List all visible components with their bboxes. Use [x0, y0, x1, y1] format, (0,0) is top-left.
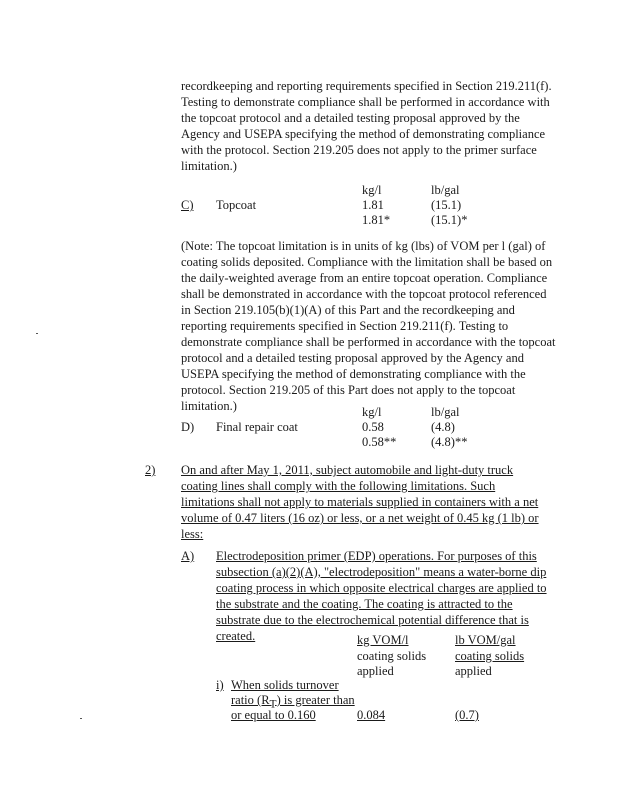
note-line: USEPA specifying the method of demonstrating compliance with the [181, 367, 526, 381]
intro-line: Testing to demonstrate compliance shall be performed in accordance with [181, 95, 550, 109]
note-line: protocol and a detailed testing proposal approved by the Agency and [181, 351, 524, 365]
section-line: coating lines shall comply with the following limitations. Such [181, 479, 496, 493]
row-kg: 0.084 [357, 708, 386, 722]
subsection-line: created. [216, 629, 256, 643]
section-number: 2) [145, 463, 156, 477]
value-lb-alt: (4.8)** [431, 435, 468, 449]
section-line: volume of 0.47 liters (16 oz) or less, or a net weight of 0.45 kg (1 lb) or [181, 511, 539, 525]
row-label: C) [181, 198, 194, 212]
row-text-subscript: T [269, 698, 277, 711]
value-kg-alt: 1.81* [362, 213, 391, 227]
value-lb: (4.8) [431, 420, 455, 434]
note-line: the daily-weighted average from an entire topcoat operation. Compliance [181, 271, 548, 285]
section-line: less: [181, 527, 204, 541]
row-label: i) [216, 678, 224, 692]
value-kg: 0.58 [362, 420, 384, 434]
subsection-line: Electrodeposition primer (EDP) operations. For purposes of this [216, 549, 537, 563]
section-line: limitations shall not apply to materials supplied in containers with a net [181, 495, 539, 509]
scan-speck [80, 718, 82, 719]
subsection-line: subsection (a)(2)(A), "electrodeposition" means a water-borne dip [216, 565, 547, 579]
col-lb-header: applied [455, 664, 492, 678]
value-lb-alt: (15.1)* [431, 213, 468, 227]
subsection-line: substrate due to the electrochemical potential difference that is [216, 613, 529, 627]
note-line: reporting requirements specified in Section 219.211(f). Testing to [181, 319, 509, 333]
col-kg-header: kg VOM/l [357, 633, 409, 647]
col-lb-header: coating solids [455, 649, 525, 663]
note-line: limitation.) [181, 399, 237, 413]
header-lb: lb/gal [431, 183, 460, 197]
value-kg: 1.81 [362, 198, 384, 212]
row-text-part: ratio (R [231, 693, 270, 707]
subsection-line: coating process in which opposite electrical charges are applied to [216, 581, 547, 595]
row-text-part: ) is greater than [276, 693, 355, 707]
col-kg-header: coating solids [357, 649, 427, 663]
row-label: D) [181, 420, 195, 434]
subsection-line: the substrate and the coating. The coating is attracted to the [216, 597, 513, 611]
note-line: protocol. Section 219.205 of this Part does not apply to the topcoat [181, 383, 516, 397]
note-line: in Section 219.105(b)(1)(A) of this Part and the recordkeeping and [181, 303, 515, 317]
intro-line: recordkeeping and reporting requirements specified in Section 219.211(f). [181, 79, 552, 93]
value-kg-alt: 0.58** [362, 435, 397, 449]
note-line: shall be demonstrated in accordance with the topcoat protocol referenced [181, 287, 547, 301]
row-name: Topcoat [216, 198, 257, 212]
value-lb: (15.1) [431, 198, 462, 212]
header-lb: lb/gal [431, 405, 460, 419]
intro-line: with the protocol. Section 219.205 does not apply to the primer surface [181, 143, 537, 157]
row-text: or equal to 0.160 [231, 708, 316, 722]
row-name: Final repair coat [216, 420, 298, 434]
subsection-label: A) [181, 549, 195, 563]
col-lb-header: lb VOM/gal [455, 633, 516, 647]
col-kg-header: applied [357, 664, 394, 678]
scan-speck [36, 333, 38, 334]
header-kg: kg/l [362, 405, 382, 419]
row-lb: (0.7) [455, 708, 479, 722]
section-line: On and after May 1, 2011, subject automobile and light-duty truck [181, 463, 514, 477]
header-kg: kg/l [362, 183, 382, 197]
note-line: coating solids deposited. Compliance with the limitation shall be based on [181, 255, 553, 269]
intro-line: the topcoat protocol and a detailed testing proposal approved by the [181, 111, 520, 125]
row-text: When solids turnover [231, 678, 339, 692]
intro-line: Agency and USEPA specifying the method of demonstrating compliance [181, 127, 546, 141]
intro-line: limitation.) [181, 159, 237, 173]
note-line: (Note: The topcoat limitation is in units of kg (lbs) of VOM per l (gal) of [181, 239, 546, 253]
note-line: demonstrate compliance shall be performed in accordance with the topcoat [181, 335, 556, 349]
